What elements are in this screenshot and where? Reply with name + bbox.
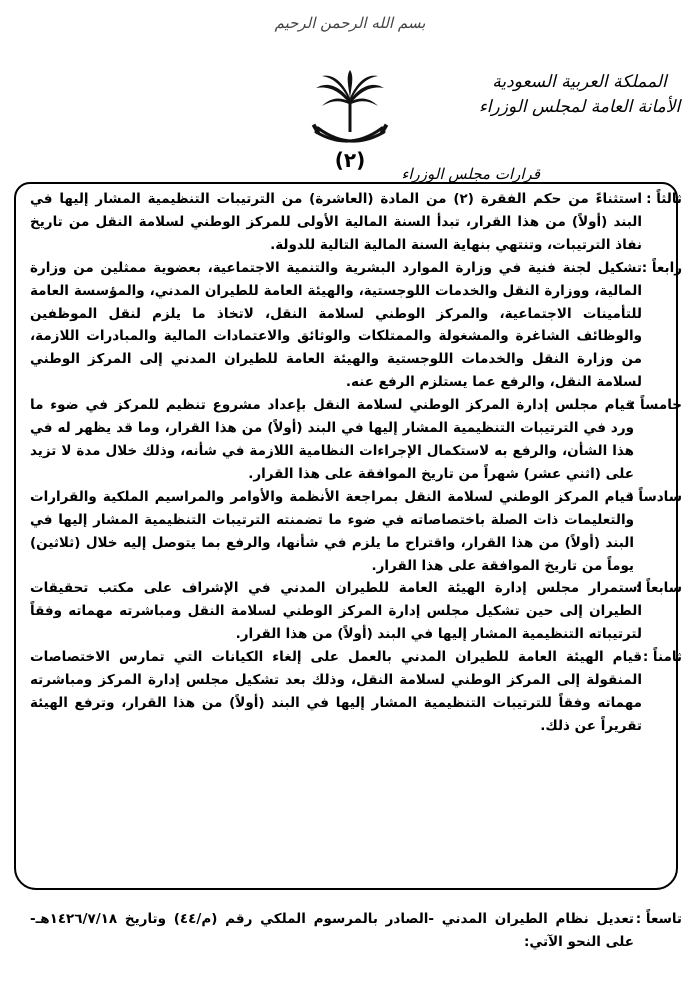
clause-text: استمرار مجلس إدارة الهيئة العامة للطيران المدني في الإشراف على مكتب تحقيقات الطيران إلى حين تشكيل مجلس إدارة المركز الوطني لسلامة النقل ومباشرته مهماته وفقاً لترتيباته التنظيمية المشار إليها في البند (أولاً) من هذا القرار. — [30, 580, 642, 643]
clause-3 — [30, 188, 682, 257]
clause-label: سادساً : — [628, 488, 682, 505]
clause-label: تاسعاً : — [635, 911, 682, 927]
clause-4 — [30, 257, 682, 394]
clause-9 — [30, 908, 682, 954]
clause-label: خامساً : — [629, 397, 682, 414]
clause-text: قيام المركز الوطني لسلامة النقل بمراجعة الأنظمة والأوامر والمراسيم الملكية والقرارات والتعليمات ذات الصلة باختصاصاته في ضوء ما تضمنته الترتيبات التنظيمية المشار إليها في البند (أولاً) من هذا القرار، واقتراح ما يلزم في شأنها، والرفع بما يتوصل إليه خلال (ثلاثين) يوماً من تاريخ الموافقة على هذا القرار. — [30, 488, 634, 574]
palm-swords-emblem-icon — [308, 70, 392, 156]
document-body — [30, 188, 682, 738]
clause-6 — [30, 486, 682, 578]
basmala-calligraphy: بسم الله الرحمن الرحيم — [274, 14, 426, 32]
clause-text: قيام الهيئة العامة للطيران المدني بالعمل على إلغاء الكيانات التي تمارس الاختصاصات المنقولة إلى المركز الوطني لسلامة النقل، وذلك بعد تشكيل مجلس إدارة المركز ومباشرته مهماته وفقاً للترتيبات التنظيمية المشار إليها في البند (أولاً) من هذا القرار، وترفع الهيئة تقريراً عن ذلك. — [30, 649, 642, 734]
clause-5 — [30, 394, 682, 486]
letterhead-line-1: المملكة العربية السعودية — [492, 72, 667, 92]
clause-label: سابعاً : — [635, 580, 682, 597]
clause-label: ثالثاً : — [646, 191, 682, 207]
clause-label: ثامناً : — [642, 649, 682, 666]
letterhead — [477, 70, 682, 120]
clause-text: تعديل نظام الطيران المدني -الصادر بالمرسوم الملكي رقم (م/٤٤) وتاريخ ١٤٢٦/٧/١٨هـ- على النحو الآتي: — [30, 911, 635, 950]
clause-8 — [30, 646, 682, 738]
clause-text: تشكيل لجنة فنية في وزارة الموارد البشرية والتنمية الاجتماعية، بعضوية ممثلين من وزارة المالية، ووزارة النقل والخدمات اللوجستية، والهيئة العامة للطيران المدني، والمؤسسة العامة للتأمينات الاجتماعية، والمركز الوطني لسلامة النقل، لاتخاذ ما يلزم لنقل الموظفين والوظائف الشاغرة والمشغولة والممتلكات والوثائق والاعتمادات المالية والمبادرات اللازمة، من وزارة النقل والخدمات اللوجستية والهيئة العامة للطيران المدني إلى المركز الوطني لسلامة النقل، والرفع عما يستلزم الرفع عنه. — [30, 259, 642, 391]
letterhead-line-2: الأمانة العامة لمجلس الوزراء — [478, 97, 681, 117]
clause-label: رابعاً : — [641, 259, 682, 276]
clause-text: قيام مجلس إدارة المركز الوطني لسلامة النقل بإعداد مشروع تنظيم للمركز في ضوء ما ورد في الترتيبات التنظيمية المشار إليها في البند (أولاً) من هذا القرار، وما قد يظهر له في هذا الشأن، والرفع به لاستكمال الإجراءات النظامية اللازمة في شأنه، وذلك خلال مدة لا تزيد على (اثني عشر) شهراً من تاريخ الموافقة على هذا القرار. — [30, 397, 634, 482]
section-title: قرارات مجلس الوزراء — [401, 165, 540, 183]
clause-7 — [30, 577, 682, 646]
page-number: (٢) — [334, 148, 366, 172]
clause-text: استثناءً من حكم الفقرة (٢) من المادة (العاشرة) من الترتيبات التنظيمية المشار إليها في البند (أولاً) من هذا القرار، تبدأ السنة المالية الأولى للمركز الوطني لسلامة النقل من تاريخ نفاذ الترتيبات، وتنتهي بنهاية السنة المالية التالية للدولة. — [30, 191, 642, 253]
